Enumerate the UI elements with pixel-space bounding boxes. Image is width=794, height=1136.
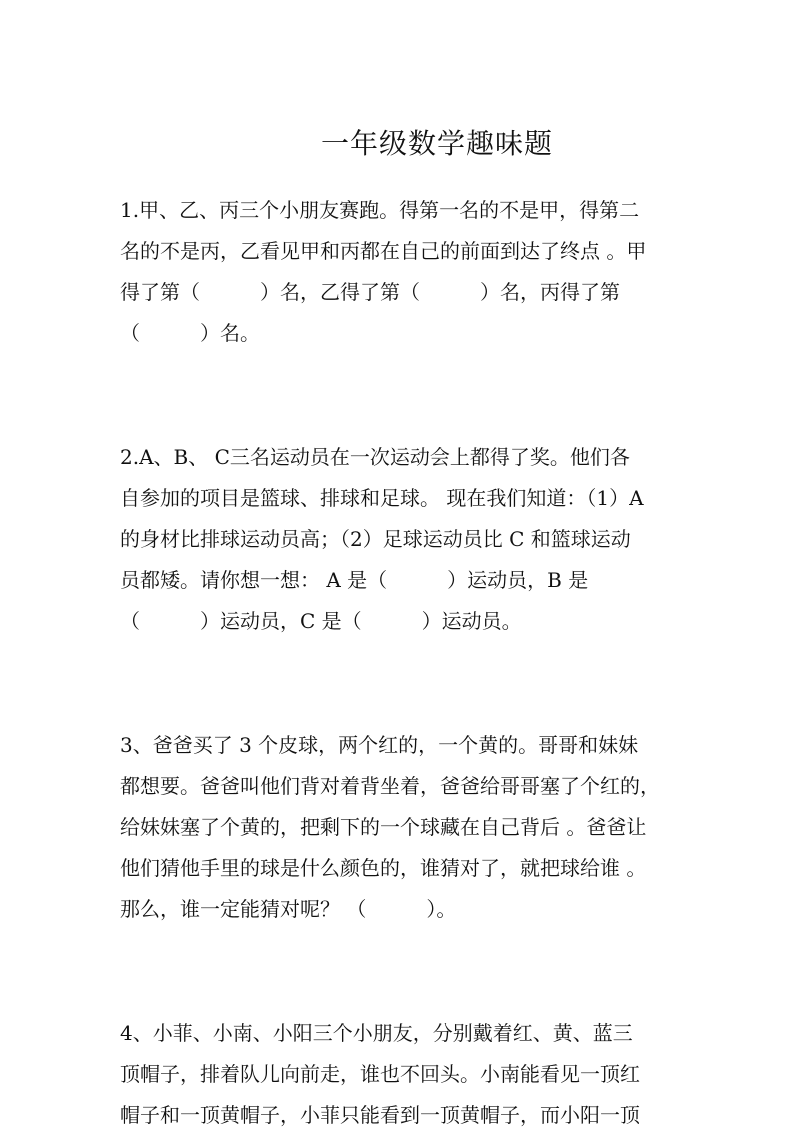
page-title: 一年级数学趣味题 (320, 127, 553, 160)
question-line: 的身材比排球运动员高；（2）足球运动员比 C 和篮球运动 (120, 527, 631, 551)
paragraph-spacer (120, 354, 680, 437)
question-line: （ ）名。 (120, 321, 260, 345)
question-1 (120, 190, 680, 354)
question-line: 帽子和一顶黄帽子，小菲只能看到一顶黄帽子，而小阳一顶 (120, 1103, 640, 1127)
paragraph-spacer (120, 642, 680, 725)
question-line: 给妹妹塞了个黄的，把剩下的一个球藏在自己背后 。爸爸让 (120, 815, 647, 839)
question-line: 名的不是丙，乙看见甲和丙都在自己的前面到达了终点 。甲 (120, 239, 647, 263)
question-line: 4、小菲、小南、小阳三个小朋友，分别戴着红、黄、蓝三 (120, 1021, 633, 1045)
question-line: 3、爸爸买了 3 个皮球，两个红的，一个黄的。哥哥和妹妹 (120, 733, 639, 757)
question-line: （ ）运动员，C 是（ ）运动员。 (120, 609, 522, 633)
question-line: 都想要。爸爸叫他们背对着背坐着，爸爸给哥哥塞了个红的， (120, 774, 660, 798)
paragraph-spacer (120, 930, 680, 1013)
question-line: 顶帽子，排着队儿向前走，谁也不回头。小南能看见一顶红 (120, 1062, 640, 1086)
question-line: 那么，谁一定能猜对呢？ （ ）。 (120, 897, 457, 921)
question-3 (120, 725, 680, 930)
question-line: 员都矮。请你想一想： A 是（ ）运动员，B 是 (120, 568, 589, 592)
question-line: 2.A、B、 C三名运动员在一次运动会上都得了奖。他们各 (120, 445, 630, 469)
question-line: 得了第（ ）名，乙得了第（ ）名，丙得了第 (120, 280, 620, 304)
question-4 (120, 1013, 680, 1136)
question-line: 自参加的项目是篮球、排球和足球。 现在我们知道：（1）A (120, 486, 644, 510)
questions (120, 190, 680, 1136)
question-line: 1.甲、乙、丙三个小朋友赛跑。得第一名的不是甲，得第二 (120, 198, 640, 222)
question-2 (120, 437, 680, 642)
question-line: 他们猜他手里的球是什么颜色的，谁猜对了，就把球给谁 。 (120, 856, 647, 880)
